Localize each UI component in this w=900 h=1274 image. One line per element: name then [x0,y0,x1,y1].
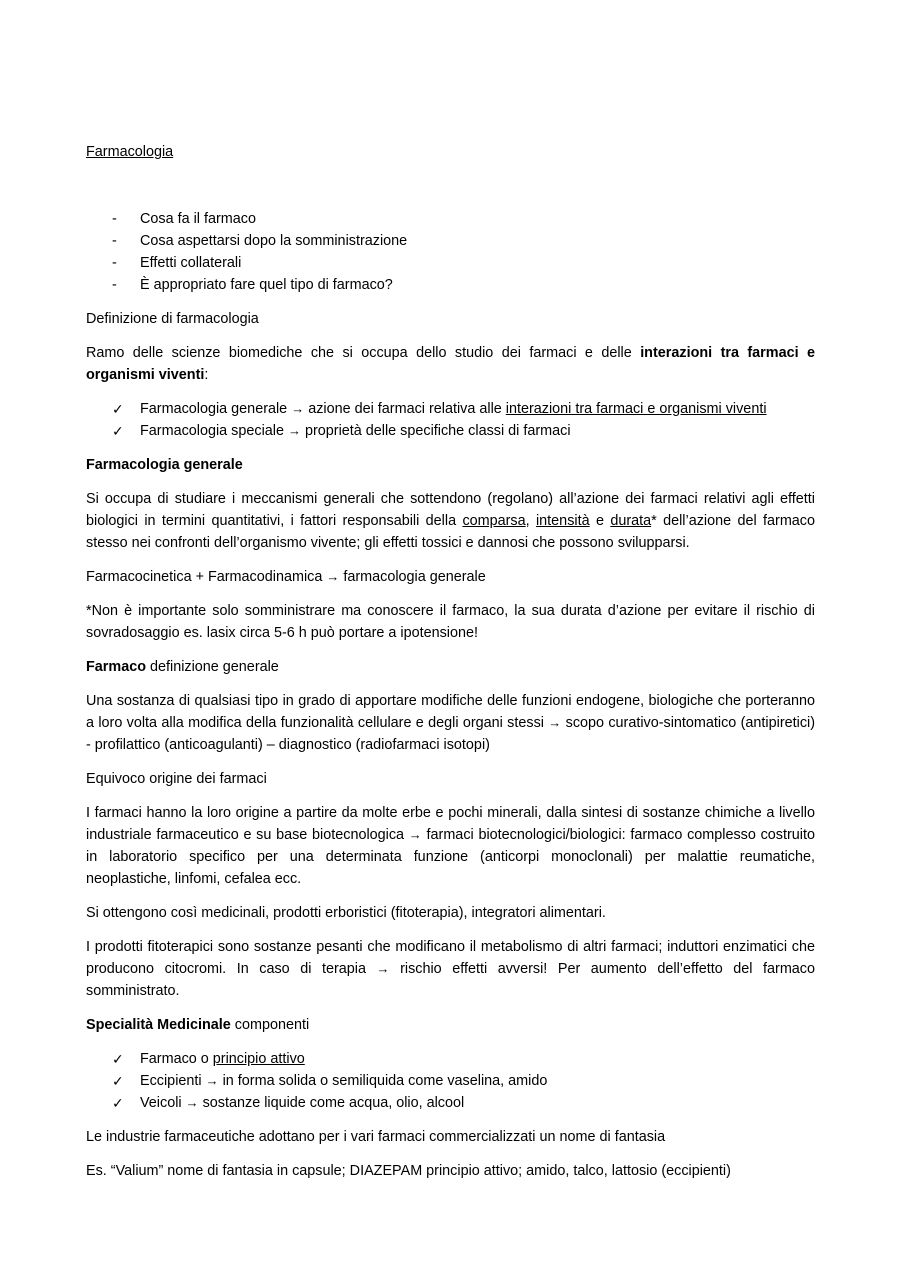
origine-heading: Equivoco origine dei farmaci [86,771,267,787]
origine-paragraph: I farmaci hanno la loro origine a partire da molte erbe e pochi minerali, dalla sintesi di sostanze chimiche a livello industriale farmaceutico e su base biotecnologica → farmaci biotecnologici/biologici: farmaco complesso costruito in laboratorio specifico per una determinata funzione (anticorpi monoclonali) per malattie reumatiche, neoplastiche, linfomi, cefalea ecc. [86,805,815,887]
list-item: - Cosa aspettarsi dopo la somministrazione [86,230,815,252]
list-item: ✓ Veicoli → sostanze liquide come acqua, olio, alcool [86,1092,815,1114]
formula-line: Farmacocinetica + Farmacodinamica → farmacologia generale [86,569,486,585]
list-item: ✓ Eccipienti → in forma solida o semiliquida come vaselina, amido [86,1070,815,1092]
arrow-right-icon: → [291,401,305,416]
document-body [86,141,815,1182]
check-icon: ✓ [112,1051,124,1067]
farmaco-heading: Farmaco definizione generale [86,659,279,675]
list-item: - Cosa fa il farmaco [86,208,815,230]
medicinali-paragraph: Si ottengono così medicinali, prodotti erboristici (fitoterapia), integratori alimentari. [86,905,606,921]
check-icon: ✓ [112,423,124,439]
arrow-right-icon: → [205,1073,219,1088]
arrow-right-icon: → [376,961,390,976]
list-item: - È appropriato fare quel tipo di farmaco? [86,274,815,296]
generale-paragraph: Si occupa di studiare i meccanismi generali che sottendono (regolano) all’azione dei farmaci relativi agli effetti biologici in termini quantitativi, i fattori responsabili della comparsa, intensità e durata* dell’azione del farmaco stesso nei confronti dell’organismo vivente; gli effetti tossici e dannosi che possono svilupparsi. [86,491,816,551]
dash-bullet: - [112,277,117,293]
esempio-paragraph: Es. “Valium” nome di fantasia in capsule; DIAZEPAM principio attivo; amido, talco, lattosio (eccipienti) [86,1163,731,1179]
intro-list [86,208,815,296]
list-item: ✓ Farmaco o principio attivo [86,1048,815,1070]
note-paragraph: *Non è importante solo somministrare ma conoscere il farmaco, la sua durata d’azione per evitare il rischio di sovradosaggio es. lasix circa 5-6 h può portare a ipotensione! [86,603,815,641]
definizione-heading: Definizione di farmacologia [86,311,259,327]
fitoterapici-paragraph: I prodotti fitoterapici sono sostanze pesanti che modificano il metabolismo di altri farmaci; induttori enzimatici che producono citocromi. In caso di terapia → rischio effetti avversi! Per aumento dell’effetto del farmaco somministrato. [86,939,816,999]
dash-bullet: - [112,255,117,271]
list-item: ✓ Farmacologia speciale → proprietà delle specifiche classi di farmaci [86,420,815,442]
farmaco-paragraph: Una sostanza di qualsiasi tipo in grado di apportare modifiche delle funzioni endogene, biologiche che porteranno a loro volta alla modifica della funzionalità cellulare e degli organi stessi → scopo curativo-sintomatico (antipiretici) - profilattico (anticoagulanti) – diagnostico (radiofarmaci isotopi) [86,693,816,753]
list-item: - Effetti collaterali [86,252,815,274]
branches-list [86,398,815,442]
specialita-heading: Specialità Medicinale componenti [86,1017,310,1033]
dash-bullet: - [112,233,117,249]
check-icon: ✓ [112,1095,124,1111]
check-icon: ✓ [112,1073,124,1089]
check-icon: ✓ [112,401,124,417]
arrow-right-icon: → [408,827,422,842]
industrie-paragraph: Le industrie farmaceutiche adottano per i vari farmaci commercializzati un nome di fantasia [86,1129,666,1145]
definizione-paragraph: Ramo delle scienze biomediche che si occupa dello studio dei farmaci e delle interazioni tra farmaci e organismi viventi: [86,345,815,383]
arrow-right-icon: → [326,569,340,584]
dash-bullet: - [112,211,117,227]
componenti-list [86,1048,815,1114]
page-title: Farmacologia [86,144,174,160]
arrow-right-icon: → [548,715,562,730]
generale-heading: Farmacologia generale [86,457,243,473]
arrow-right-icon: → [185,1095,199,1110]
list-item: ✓ Farmacologia generale → azione dei farmaci relativa alle interazioni tra farmaci e organismi viventi [86,398,815,420]
arrow-right-icon: → [287,423,301,438]
